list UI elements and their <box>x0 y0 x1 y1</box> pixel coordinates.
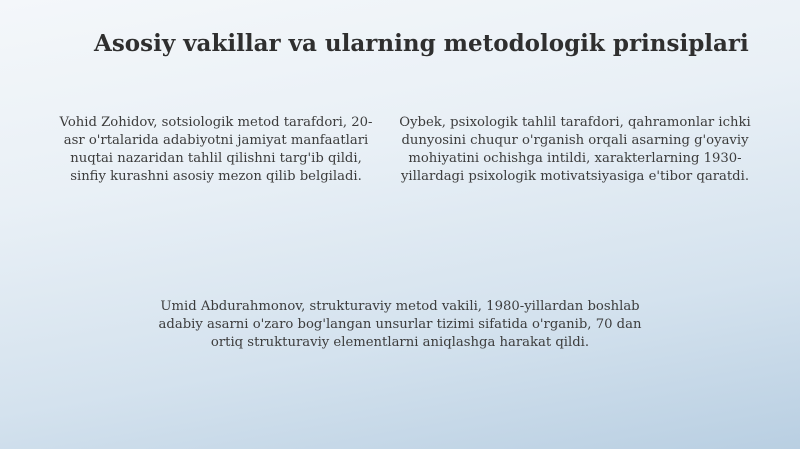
text-block-zohidov: Vohid Zohidov, sotsiologik metod tarafdori, 20-asr o'rtalarida adabiyotni jamiyat manfaatlari nuqtai nazaridan tahlil qilishni targ'ib qildi, sinfiy kurashni asosiy mezon qilib belgiladi. <box>59 115 373 184</box>
text-block-abdurahmonov: Umid Abdurahmonov, strukturaviy metod vakili, 1980-yillardan boshlab adabiy asarni o'zaro bog'langan unsurlar tizimi sifatida o'rganib, 70 dan ortiq strukturaviy elementlarni aniqlashga harakat qildi. <box>158 299 642 350</box>
slide-title: Asosiy vakillar va ularning metodologik prinsiplari <box>94 30 749 57</box>
text-block-oybek: Oybek, psixologik tahlil tarafdori, qahramonlar ichki dunyosini chuqur o'rganish orqali asarning g'oyaviy mohiyatini ochishga intildi, xarakterlarning 1930-yillardagi psixologik motivatsiyasiga e'tibor qaratdi. <box>399 115 751 184</box>
